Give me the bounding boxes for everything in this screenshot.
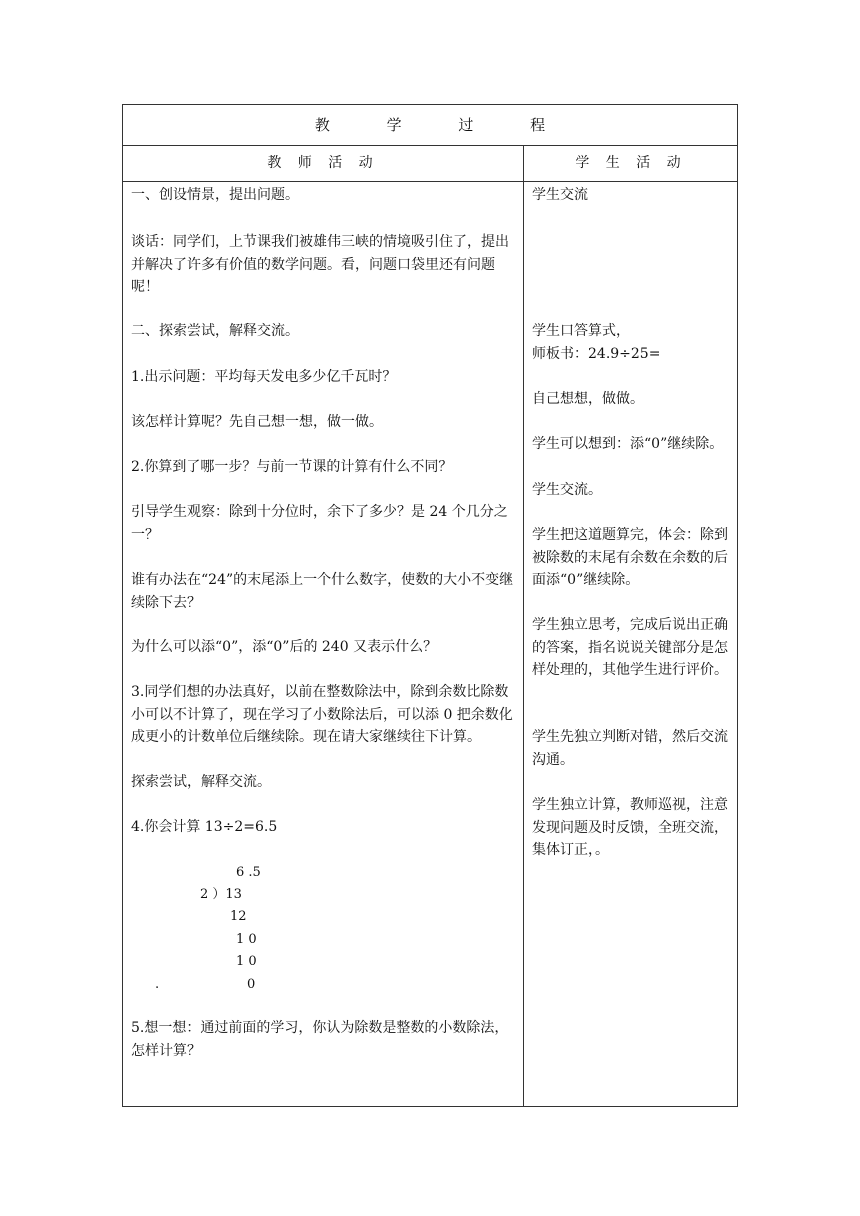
student-item: 学生独立计算，教师巡视，注意发现问题及时反馈，全班交流，集体订正，。 — [532, 797, 728, 858]
student-item: 自己想想，做做。 — [532, 391, 644, 407]
teacher-item: 4.你会计算 13÷2=6.5 — [131, 819, 278, 835]
teacher-item: 谁有办法在“24”的末尾添上一个什么数字，使数的大小不变继续除下去？ — [131, 572, 514, 611]
division-step: 1 0 — [236, 954, 257, 969]
teacher-column-header: 教 师 活 动 — [267, 155, 379, 171]
teacher-item: 探索尝试，解释交流。 — [131, 774, 271, 790]
division-quotient: 6 .5 — [236, 865, 261, 880]
student-item: 学生先独立判断对错，然后交流沟通。 — [532, 729, 728, 768]
student-item: 学生把这道题算完，体会：除到被除数的末尾有余数在余数的后面添“0”继续除。 — [532, 527, 728, 588]
teacher-item: 二、探索尝试，解释交流。 — [131, 323, 299, 339]
student-column-header: 学 生 活 动 — [575, 155, 687, 171]
column-header-divider — [123, 181, 737, 182]
division-divisor-dividend: 2 ）13 — [200, 887, 242, 902]
teacher-item: 2.你算到了哪一步？与前一节课的计算有什么不同？ — [131, 459, 453, 475]
student-item: 学生交流。 — [532, 482, 602, 498]
column-divider — [523, 145, 524, 1106]
teacher-item: 一、创设情景，提出问题。 — [131, 187, 299, 203]
teacher-item: 引导学生观察：除到十分位时，余下了多少？是 24 个几分之一？ — [131, 504, 508, 543]
table-title: 教 学 过 程 — [314, 116, 572, 134]
teacher-item: 5.想一想：通过前面的学习，你认为除数是整数的小数除法，怎样计算？ — [131, 1020, 509, 1059]
student-item: 师板书：24.9÷25= — [532, 346, 661, 362]
student-item: 学生交流 — [532, 187, 588, 203]
teacher-item: 该怎样计算呢？先自己想一想，做一做。 — [131, 414, 383, 430]
division-step: 12 — [230, 909, 247, 924]
division-step: 1 0 — [236, 932, 257, 947]
teacher-item: 1.出示问题：平均每天发电多少亿千瓦时？ — [131, 369, 397, 385]
student-item: 学生独立思考，完成后说出正确的答案，指名说说关键部分是怎样处理的，其他学生进行评价。 — [532, 617, 728, 678]
lesson-process-table — [122, 104, 738, 1107]
division-remainder: 0 — [247, 977, 256, 992]
teacher-item: 谈话：同学们，上节课我们被雄伟三峡的情境吸引住了，提出并解决了许多有价值的数学问题。看，问题口袋里还有问题呢！ — [131, 234, 509, 295]
teacher-item: 3.同学们想的办法真好，以前在整数除法中，除到余数比除数小可以不计算了，现在学习了小数除法后，可以添 0 把余数化成更小的计数单位后继续除。现在请大家继续往下计算。 — [131, 684, 513, 745]
teacher-item: 为什么可以添“0”，添“0”后的 240 又表示什么？ — [131, 639, 438, 655]
student-item: 学生可以想到：添“0”继续除。 — [532, 436, 724, 452]
student-item: 学生口答算式， — [532, 323, 630, 339]
division-dot: . — [155, 977, 160, 992]
